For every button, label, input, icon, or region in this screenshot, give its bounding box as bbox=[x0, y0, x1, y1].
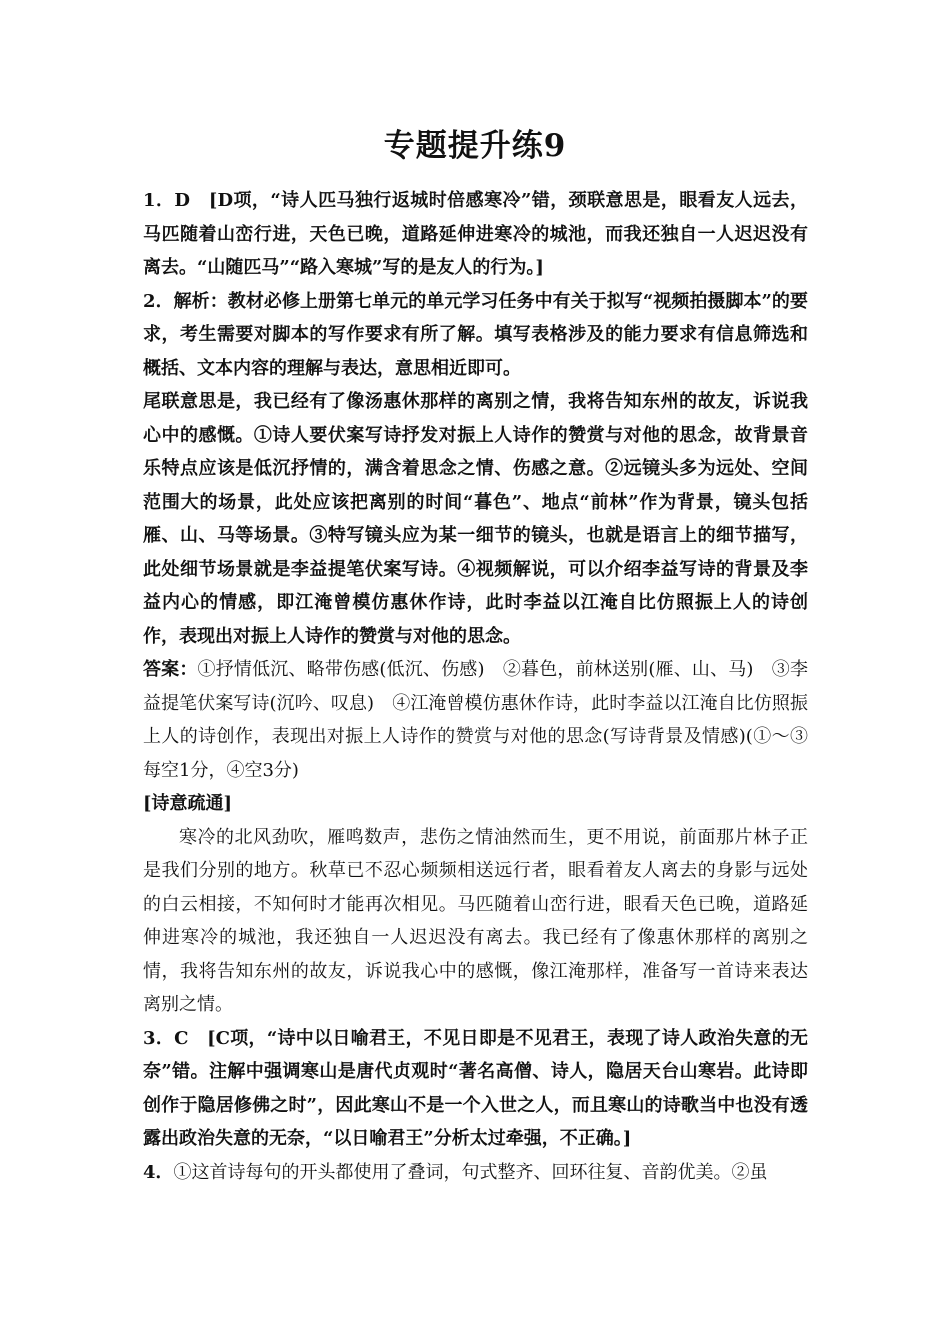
question-2-answer bbox=[143, 653, 808, 787]
answer-text: ①抒情低沉、略带伤感(低沉、伤感) ②暮色，前林送别(雁、山、马) ③李益提笔伏案写诗(沉吟、叹息) ④江淹曾模仿惠休作诗，此时李益以江淹自比仿照振上人的诗创作，表现出对振上人诗作的赞赏与对他的思念(写诗背景及情感)(①～③每空1分，④空3分) bbox=[143, 659, 808, 781]
poem-heading: [诗意疏通] bbox=[143, 793, 233, 814]
question-3 bbox=[143, 1022, 808, 1156]
poem-explanation: 寒冷的北风劲吹，雁鸣数声，悲伤之情油然而生，更不用说，前面那片林子正是我们分别的地方。秋草已不忍心频频相送远行者，眼看着友人离去的身影与远处的白云相接，不知何时才能再次相见。马匹随着山峦行进，眼看天色已晚，道路延伸进寒冷的城池，我还独自一人迟迟没有离去。我已经有了像惠休那样的离别之情，我将告知东州的故友，诉说我心中的感慨，像江淹那样，准备写一首诗来表达离别之情。 bbox=[143, 826, 808, 1015]
page-title: 专题提升练9 bbox=[383, 128, 567, 164]
question-1-text: [D项，“诗人匹马独行返城时倍感寒冷”错，颈联意思是，眼看友人远去，马匹随着山峦行进，天色已晚，道路延伸进寒冷的城池，而我还独自一人迟迟没有离去。“山随匹马”“路入寒城”写的是友人的行为。] bbox=[143, 190, 808, 278]
question-2-label: 2．解析： bbox=[143, 290, 228, 312]
question-3-number: 3．C bbox=[143, 1027, 189, 1049]
question-2-analysis-text: 教材必修上册第七单元的单元学习任务中有关于拟写“视频拍摄脚本”的要求，考生需要对脚本的写作要求有所了解。填写表格涉及的能力要求有信息筛选和概括、文本内容的理解与表达，意思相近即可。 bbox=[143, 290, 808, 379]
question-4-text: ①这首诗每句的开头都使用了叠词，句式整齐、回环往复、音韵优美。②虽 bbox=[173, 1161, 768, 1183]
document-body bbox=[143, 184, 808, 1189]
question-2-analysis-detail: 尾联意思是，我已经有了像汤惠休那样的离别之情，我将告知东州的故友，诉说我心中的感慨。①诗人要伏案写诗抒发对振上人诗作的赞赏与对他的思念，故背景音乐特点应该是低沉抒情的，满含着思念之情、伤感之意。②远镜头多为远处、空间范围大的场景，此处应该把离别的时间“暮色”、地点“前林”作为背景，镜头包括雁、山、马等场景。③特写镜头应为某一细节的镜头，也就是语言上的细节描写，此处细节场景就是李益提笔伏案写诗。④视频解说，可以介绍李益写诗的背景及李益内心的情感，即江淹曾模仿惠休作诗，此时李益以江淹自比仿照振上人的诗创作，表现出对振上人诗作的赞赏与对他的思念。 bbox=[143, 391, 808, 647]
question-1 bbox=[143, 184, 808, 285]
question-4 bbox=[143, 1156, 808, 1190]
answer-label: 答案： bbox=[143, 659, 198, 680]
question-2-analysis bbox=[143, 285, 808, 386]
question-3-text: [C项，“诗中以日喻君王，不见日即是不见君王，表现了诗人政治失意的无奈”错。注解中强调寒山是唐代贞观时“著名高僧、诗人，隐居天台山寒岩。此诗即创作于隐居修佛之时”，因此寒山不是一个入世之人，而且寒山的诗歌当中也没有透露出政治失意的无奈，“以日喻君王”分析太过牵强，不正确。] bbox=[143, 1027, 808, 1149]
question-1-number: 1．D bbox=[143, 190, 191, 211]
question-4-number: 4． bbox=[143, 1161, 174, 1183]
